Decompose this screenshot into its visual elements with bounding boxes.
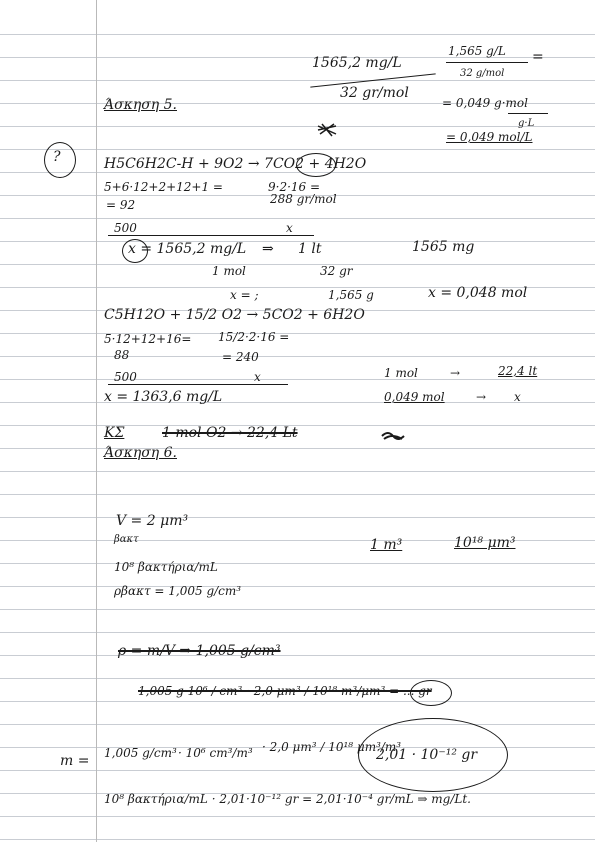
ratio-2-bar [108, 384, 288, 385]
mass-1: 5+6·12+2+12+1 = [104, 180, 223, 194]
ratio-2-left: 500 [114, 370, 137, 384]
ke-struck: 1 mol O2 → 22,4 Lt [162, 425, 298, 441]
struck-2: 1,005 g·10⁶ / cm³ · 2,0 μm³ / 10¹⁸ m³/μm³ = ... gr [138, 684, 432, 698]
arrow-1: ⇒ [262, 241, 274, 257]
one-litre: 1 lt [298, 241, 322, 257]
mass-2b: 88 [114, 348, 130, 362]
result-1: = 0,049 g·mol [442, 96, 528, 110]
equals-sign: = [532, 49, 544, 65]
top-denominator: 32 gr/mol [340, 85, 409, 101]
o2-mass-c: 15/2·2·16 = [218, 330, 290, 344]
conv-right: 10¹⁸ μm³ [454, 535, 516, 551]
scribble-mark [316, 122, 338, 138]
x-line: x = 1565,2 mg/L [128, 241, 247, 257]
x-1363: x = 1363,6 mg/L [104, 389, 223, 405]
mg-1565: 1565 mg [412, 239, 475, 255]
mol-0049: 0,049 mol [384, 390, 445, 404]
mass-2: 5·12+12+16= [104, 332, 192, 346]
volume: V = 2 μm³ [116, 513, 189, 529]
ratio-2-right: x [254, 370, 261, 384]
m-factor-3: · 2,0 μm³ / 10¹⁸ μm³/m³ [262, 740, 402, 754]
arrow-3: → [476, 390, 487, 404]
ke-scribble [380, 430, 406, 442]
ratio-1-bar [108, 235, 314, 236]
arrow-2: → [450, 366, 461, 380]
x-0048: x = 0,048 mol [428, 285, 528, 301]
m-label: m = [60, 753, 90, 769]
bacteria-count: 10⁸ βακτήρια/mL [114, 560, 218, 574]
x-2: x [514, 390, 521, 404]
frac-denominator: 32 g/mol [460, 68, 505, 79]
margin-line [96, 0, 97, 842]
conv-left: 1 m³ [370, 537, 403, 553]
ratio-1-left: 500 [114, 221, 137, 235]
ke-label: ΚΣ [104, 425, 125, 441]
m-factor-1: 1,005 g/cm³ [104, 746, 177, 760]
equation-1: H5C6H2C-H + 9O2 → 7CO2 + 4H2O [104, 156, 367, 172]
result-2: = 0,049 mol/L [446, 130, 533, 144]
density: ρβακτ = 1,005 g/cm³ [114, 584, 242, 598]
g1565: 1,565 g [328, 288, 374, 302]
o2-mass-b: 288 gr/mol [270, 192, 337, 206]
o2-mass-d: = 240 [222, 350, 259, 364]
struck-1: ρ = m/V ⇒ 1,005 g/cm³ [118, 643, 281, 659]
fraction-bar-2 [446, 62, 528, 63]
x-question: x = ; [230, 288, 259, 302]
exercise-6-title: Άσκηση 6. [104, 445, 177, 461]
equation-2: C5H12O + 15/2 O2 → 5CO2 + 6H2O [104, 307, 365, 323]
o2-circle [296, 153, 336, 177]
question-mark: ? [53, 149, 61, 165]
o2-mass: 9·2·16 = [268, 180, 321, 194]
gr-circle [410, 680, 452, 706]
one-mol-2: 1 mol [384, 366, 418, 380]
mass-1b: = 92 [106, 198, 136, 212]
fraction-bar-3 [508, 113, 548, 114]
volume-sub: βακτ [114, 534, 139, 545]
m-factor-2: · 10⁶ cm³/m³ [178, 746, 253, 760]
result-1b: g·L [518, 118, 535, 129]
exercise-5-title: Άσκηση 5. [104, 97, 177, 113]
frac-numerator: 1,565 g/L [448, 44, 506, 58]
litres-224: 22,4 lt [498, 364, 538, 378]
final-line: 10⁸ βακτήρια/mL · 2,01·10⁻¹² gr = 2,01·10⁻⁴ gr/mL ⇒ mg/Lt. [104, 792, 471, 806]
top-numerator: 1565,2 mg/L [312, 55, 402, 71]
ratio-1-right: x [286, 221, 293, 235]
g32: 32 gr [320, 264, 353, 278]
one-mol: 1 mol [212, 264, 246, 278]
m-result: 2,01 · 10⁻¹² gr [376, 747, 478, 763]
